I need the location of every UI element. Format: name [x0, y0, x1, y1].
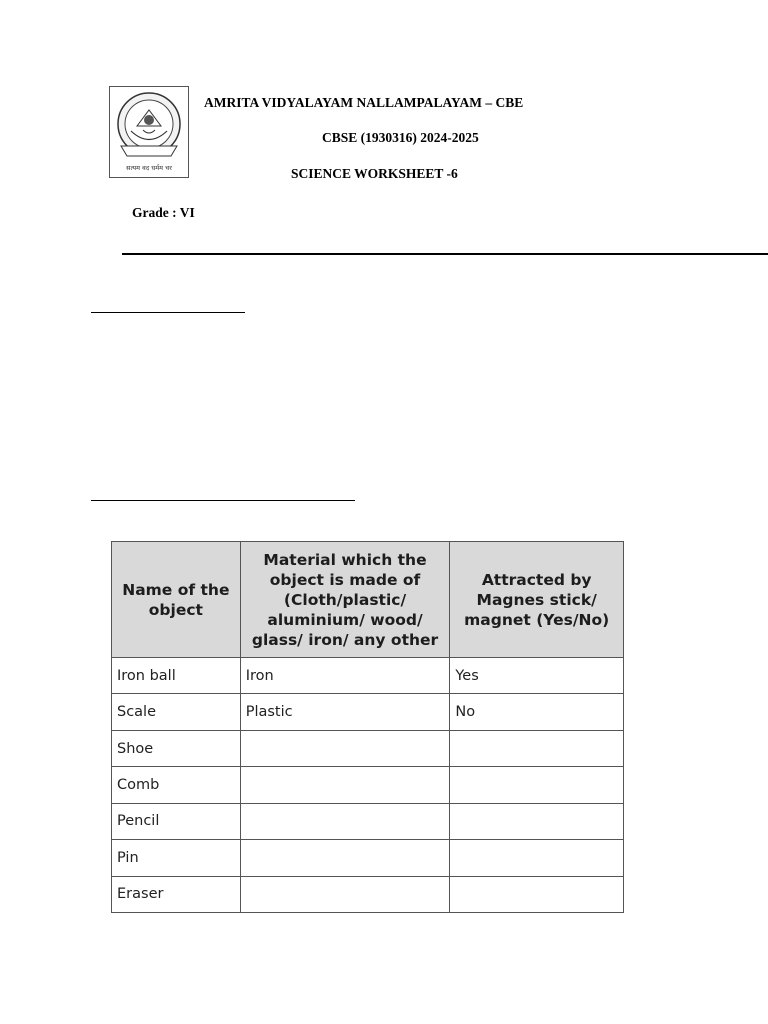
school-name: AMRITA VIDYALAYAM NALLAMPALAYAM – CBE: [204, 95, 524, 110]
grade-label: Grade : VI: [132, 205, 195, 220]
board-year: CBSE (1930316) 2024-2025: [322, 130, 479, 145]
cell-object: Pin: [112, 840, 241, 876]
table-row: [112, 840, 624, 876]
header-material: Material which the object is made of (Cloth/plastic/ aluminium/ wood/ glass/ iron/ any other: [240, 542, 450, 658]
school-logo: [109, 86, 189, 178]
table-row: [112, 803, 624, 839]
table-row: [112, 876, 624, 912]
cell-object: Scale: [112, 694, 241, 730]
cell-attracted: [450, 876, 624, 912]
cell-attracted: [450, 803, 624, 839]
cell-material: [240, 876, 450, 912]
cell-object: Comb: [112, 767, 241, 803]
table-row: [112, 767, 624, 803]
cell-material: Plastic: [240, 694, 450, 730]
cell-attracted: [450, 767, 624, 803]
underline-blank-2: [91, 500, 355, 501]
cell-material: Iron: [240, 658, 450, 694]
header-attracted: Attracted by Magnes stick/ magnet (Yes/No): [450, 542, 624, 658]
cell-material: [240, 803, 450, 839]
table-row: [112, 730, 624, 766]
cell-object: Pencil: [112, 803, 241, 839]
materials-table: [111, 541, 624, 913]
header-object-name: Name of the object: [112, 542, 241, 658]
worksheet-title: SCIENCE WORKSHEET -6: [291, 166, 458, 181]
underline-blank-1: [91, 312, 245, 313]
cell-material: [240, 730, 450, 766]
table-row: [112, 658, 624, 694]
logo-caption: सत्यम वद धर्मम चर: [126, 164, 172, 172]
cell-object: Eraser: [112, 876, 241, 912]
cell-object: Shoe: [112, 730, 241, 766]
cell-material: [240, 840, 450, 876]
cell-attracted: Yes: [450, 658, 624, 694]
cell-attracted: No: [450, 694, 624, 730]
cell-attracted: [450, 730, 624, 766]
table-row: [112, 694, 624, 730]
header-divider: [122, 253, 768, 255]
cell-material: [240, 767, 450, 803]
cell-object: Iron ball: [112, 658, 241, 694]
cell-attracted: [450, 840, 624, 876]
